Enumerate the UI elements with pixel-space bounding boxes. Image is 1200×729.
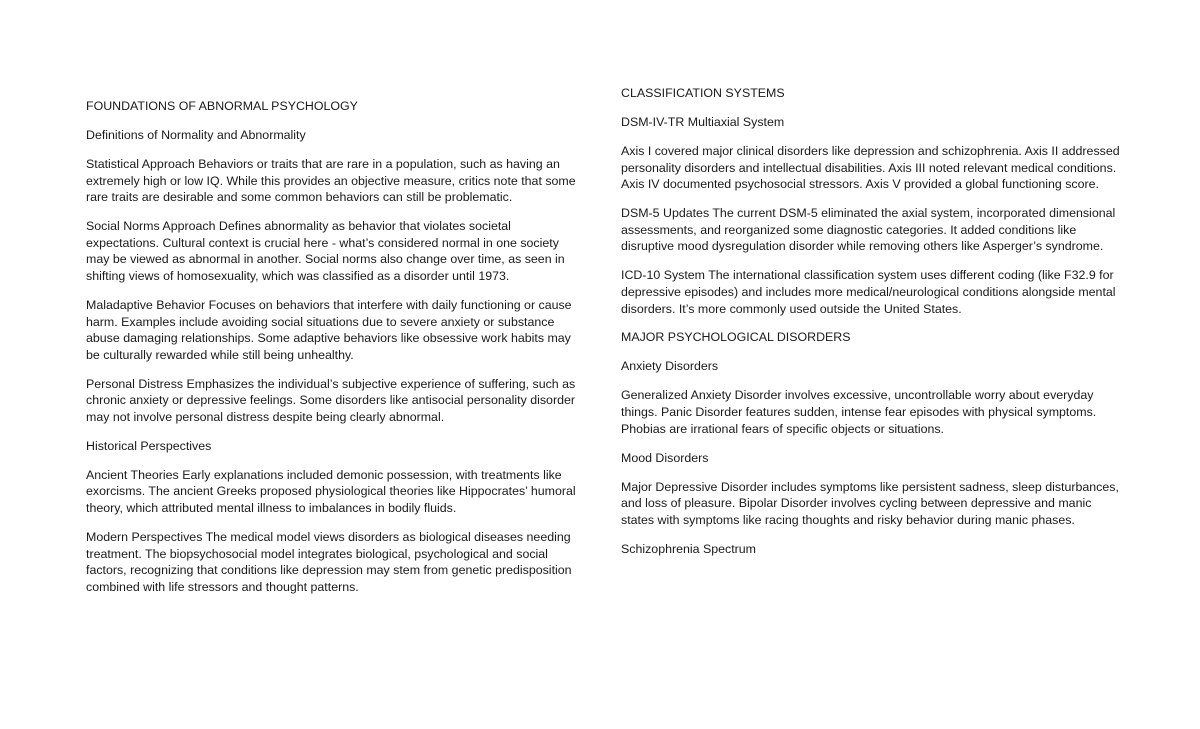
subheading-mood-disorders: Mood Disorders <box>621 450 709 465</box>
section-heading-classification: CLASSIFICATION SYSTEMS <box>621 86 785 100</box>
paragraph-mood: Major Depressive Disorder includes symptoms like persistent sadness, sleep disturbances, and loss of pleasure. Bipolar Disorder involves cycling between depressive and manic states with symptoms like racing thoughts and risky behavior during manic phases. <box>621 479 1119 527</box>
paragraph-social-norms: Social Norms Approach Defines abnormality as behavior that violates societal expectations. Cultural context is crucial here - what’s considered normal in one society may be viewed as abnormal in another. Social norms also change over time, as seen in shifting views of homosexuality, which was classified as a disorder until 1973. <box>86 219 565 283</box>
paragraph-statistical-approach: Statistical Approach Behaviors or traits that are rare in a population, such as having an extremely high or low IQ. While this provides an objective measure, critics note that some rare traits are desirable and some common behaviors can still be problematic. <box>86 156 576 205</box>
paragraph-axes: Axis I covered major clinical disorders like depression and schizophrenia. Axis II addressed personality disorders and intellectual disabilities. Axis III noted relevant medical conditions. Axis IV documented psychosocial stressors. Axis V provided a global functioning score. <box>621 143 1120 192</box>
right-column <box>621 0 1121 570</box>
paragraph-anxiety: Generalized Anxiety Disorder involves excessive, uncontrollable worry about everyday things. Panic Disorder features sudden, intense fear episodes with physical symptoms. Phobias are irrational fears of specific objects or situations. <box>621 388 1097 436</box>
subheading-anxiety-disorders: Anxiety Disorders <box>621 359 719 374</box>
paragraph-modern-perspectives: Modern Perspectives The medical model views disorders as biological diseases needing treatment. The biopsychosocial model integrates biological, psychological and social factors, recognizing that conditions like depression may stem from genetic predisposition combined with life stressors and thought patterns. <box>86 530 572 594</box>
paragraph-maladaptive-behavior: Maladaptive Behavior Focuses on behaviors that interfere with daily functioning or cause harm. Examples include avoiding social situations due to severe anxiety or substance abuse damaging relationships. Some adaptive behaviors like obsessive work habits may be culturally rewarded while still being unhealthy. <box>86 297 572 362</box>
subheading-schizophrenia-spectrum: Schizophrenia Spectrum <box>621 541 756 556</box>
section-heading-major-disorders: MAJOR PSYCHOLOGICAL DISORDERS <box>621 330 851 345</box>
subheading-dsm-iv-tr: DSM-IV-TR Multiaxial System <box>621 114 785 129</box>
paragraph-personal-distress: Personal Distress Emphasizes the individual’s subjective experience of suffering, such as chronic anxiety or depressive feelings. Some disorders like antisocial personality disorder may not involve personal distress despite being clearly abnormal. <box>86 376 576 424</box>
paragraph-dsm-5-updates: DSM-5 Updates The current DSM-5 eliminated the axial system, incorporated dimensional assessments, and reorganized some diagnostic categories. It added conditions like disruptive mood dysregulation disorder while removing others like Asperger’s syndrome. <box>621 206 1116 254</box>
left-column <box>86 0 582 608</box>
subheading-historical-perspectives: Historical Perspectives <box>86 438 212 453</box>
section-heading-foundations: FOUNDATIONS OF ABNORMAL PSYCHOLOGY <box>86 99 358 113</box>
paragraph-ancient-theories: Ancient Theories Early explanations included demonic possession, with treatments like exorcisms. The ancient Greeks proposed physiological theories like Hippocrates’ humoral theory, which attributed mental illness to imbalances in bodily fluids. <box>86 467 576 516</box>
subheading-definitions: Definitions of Normality and Abnormality <box>86 127 306 142</box>
paragraph-icd-10: ICD-10 System The international classification system uses different coding (like F32.9 for depressive episodes) and includes more medical/neurological conditions alongside mental disorders. It’s more commonly used outside the United States. <box>621 268 1116 316</box>
